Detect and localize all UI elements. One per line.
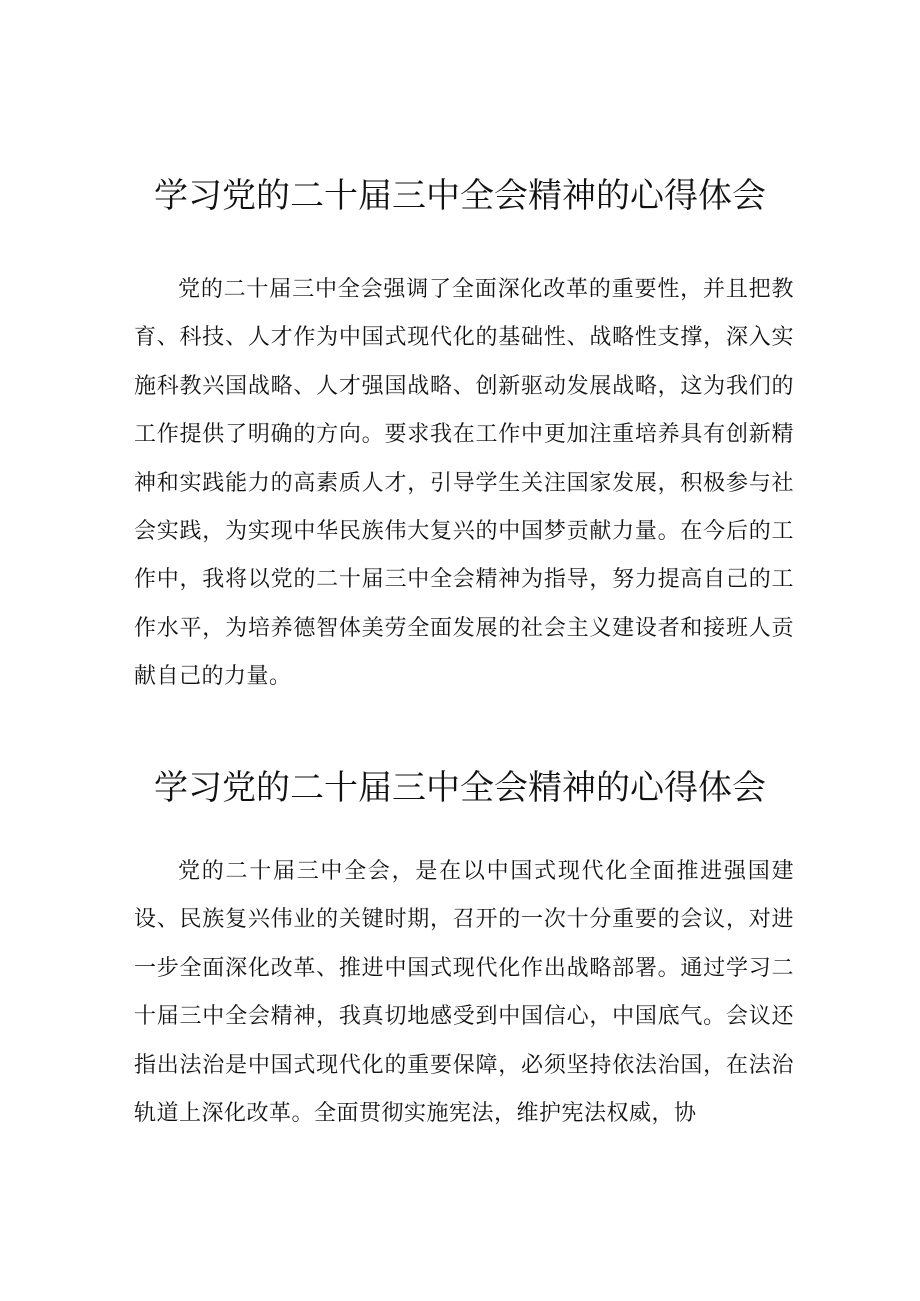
essay-paragraph: 党的二十届三中全会强调了全面深化改革的重要性，并且把教育、科技、人才作为中国式现代化的基础性、战略性支撑，深入实施科教兴国战略、人才强国战略、创新驱动发展战略，这为我们的工作提供了明确的方向。要求我在工作中更加注重培养具有创新精神和实践能力的高素质人才，引导学生关注国家发展，积极参与社会实践，为实现中华民族伟大复兴的中国梦贡献力量。在今后的工作中，我将以党的二十届三中全会精神为指导，努力提高自己的工作水平，为培养德智体美劳全面发展的社会主义建设者和接班人贡献自己的力量。 [134,277,794,690]
essay-section-1 [0,168,920,690]
essay-title: 学习党的二十届三中全会精神的心得体会 [154,768,766,808]
essay-section-2 [0,760,920,1127]
essay-title: 学习党的二十届三中全会精神的心得体会 [154,176,766,216]
essay-paragraph: 党的二十届三中全会，是在以中国式现代化全面推进强国建设、民族复兴伟业的关键时期，召开的一次十分重要的会议，对进一步全面深化改革、推进中国式现代化作出战略部署。通过学习二十届三中全会精神，我真切地感受到中国信心，中国底气。会议还指出法治是中国式现代化的重要保障，必须坚持依法治国，在法治轨道上深化改革。全面贯彻实施宪法，维护宪法权威，协 [134,859,794,1127]
